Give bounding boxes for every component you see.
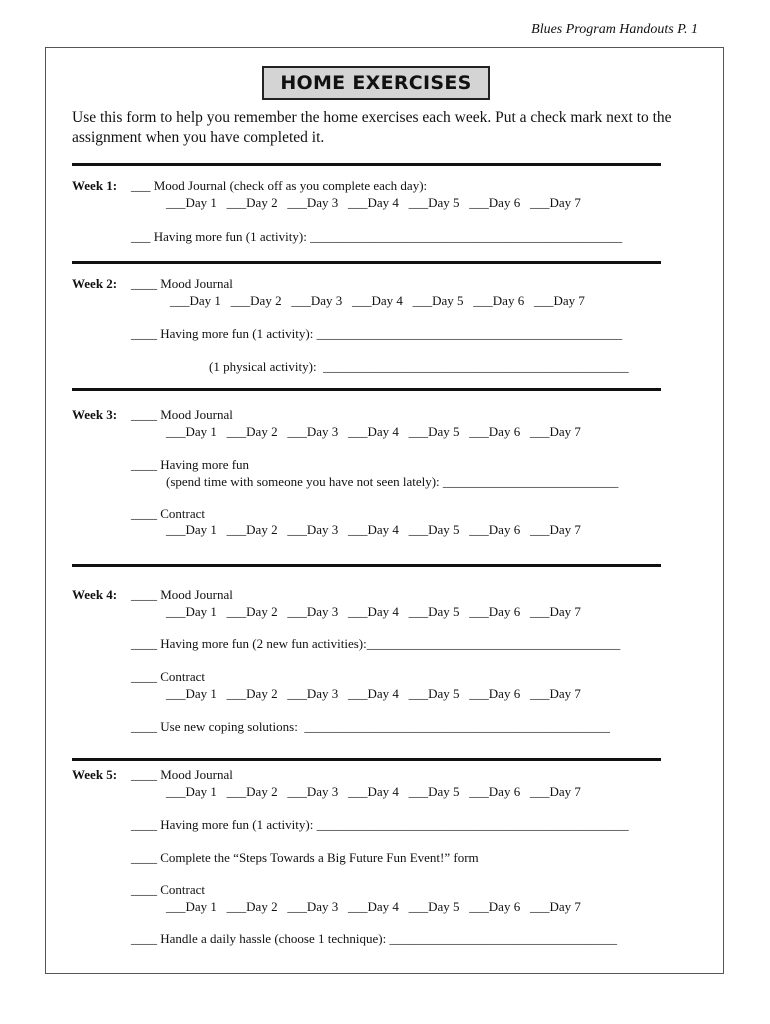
contract-item[interactable]: ____ Contract — [131, 669, 206, 684]
physical-activity-item[interactable]: (1 physical activity): _______________________________________________ — [209, 359, 629, 374]
divider — [72, 564, 661, 567]
having-fun-item[interactable]: ____ Having more fun (2 new fun activities):_______________________________________ — [131, 636, 621, 651]
day-checklist[interactable]: ___Day 1 ___Day 2 ___Day 3 ___Day 4 ___Day 5 ___Day 6 ___Day 7 — [166, 686, 581, 701]
week-label: Week 5: — [72, 767, 118, 782]
page-header: Blues Program Handouts P. 1 — [531, 22, 698, 37]
having-fun-item[interactable]: ___ Having more fun (1 activity): ________________________________________________ — [131, 229, 623, 244]
day-checklist[interactable]: ___Day 1 ___Day 2 ___Day 3 ___Day 4 ___Day 5 ___Day 6 ___Day 7 — [166, 899, 581, 914]
day-checklist[interactable]: ___Day 1 ___Day 2 ___Day 3 ___Day 4 ___Day 5 ___Day 6 ___Day 7 — [170, 293, 585, 308]
mood-journal-item[interactable]: ____ Mood Journal — [131, 767, 233, 782]
form-title: HOME EXERCISES — [262, 66, 490, 100]
coping-solutions-item[interactable]: ____ Use new coping solutions: _______________________________________________ — [131, 719, 610, 734]
daily-hassle-item[interactable]: ____ Handle a daily hassle (choose 1 technique): ___________________________________ — [131, 931, 617, 946]
having-fun-detail[interactable]: (spend time with someone you have not seen lately): ___________________________ — [166, 474, 619, 489]
having-fun-item[interactable]: ____ Having more fun (1 activity): ________________________________________________ — [131, 817, 629, 832]
contract-item[interactable]: ____ Contract — [131, 506, 206, 521]
day-checklist[interactable]: ___Day 1 ___Day 2 ___Day 3 ___Day 4 ___Day 5 ___Day 6 ___Day 7 — [166, 784, 581, 799]
having-fun-item[interactable]: ____ Having more fun (1 activity): _______________________________________________ — [131, 326, 623, 341]
day-checklist[interactable]: ___Day 1 ___Day 2 ___Day 3 ___Day 4 ___Day 5 ___Day 6 ___Day 7 — [166, 522, 581, 537]
divider — [72, 261, 661, 264]
day-checklist[interactable]: ___Day 1 ___Day 2 ___Day 3 ___Day 4 ___Day 5 ___Day 6 ___Day 7 — [166, 604, 581, 619]
day-checklist[interactable]: ___Day 1 ___Day 2 ___Day 3 ___Day 4 ___Day 5 ___Day 6 ___Day 7 — [166, 424, 581, 439]
contract-item[interactable]: ____ Contract — [131, 882, 206, 897]
having-fun-item[interactable]: ____ Having more fun — [131, 457, 250, 472]
week-label: Week 1: — [72, 178, 118, 193]
mood-journal-item[interactable]: ___ Mood Journal (check off as you complete each day): — [131, 178, 428, 193]
day-checklist[interactable]: ___Day 1 ___Day 2 ___Day 3 ___Day 4 ___Day 5 ___Day 6 ___Day 7 — [166, 195, 581, 210]
week-label: Week 4: — [72, 587, 118, 602]
mood-journal-item[interactable]: ____ Mood Journal — [131, 587, 233, 602]
divider — [72, 388, 661, 391]
big-fun-event-item[interactable]: ____ Complete the “Steps Towards a Big Future Fun Event!” form — [131, 850, 479, 865]
mood-journal-item[interactable]: ____ Mood Journal — [131, 407, 233, 422]
mood-journal-item[interactable]: ____ Mood Journal — [131, 276, 233, 291]
week-label: Week 3: — [72, 407, 118, 422]
instructions-text: Use this form to help you remember the home exercises each week. Put a check mark next to the assignment when you have completed it. — [72, 109, 672, 146]
divider — [72, 758, 661, 761]
week-label: Week 2: — [72, 276, 118, 291]
divider — [72, 163, 661, 166]
